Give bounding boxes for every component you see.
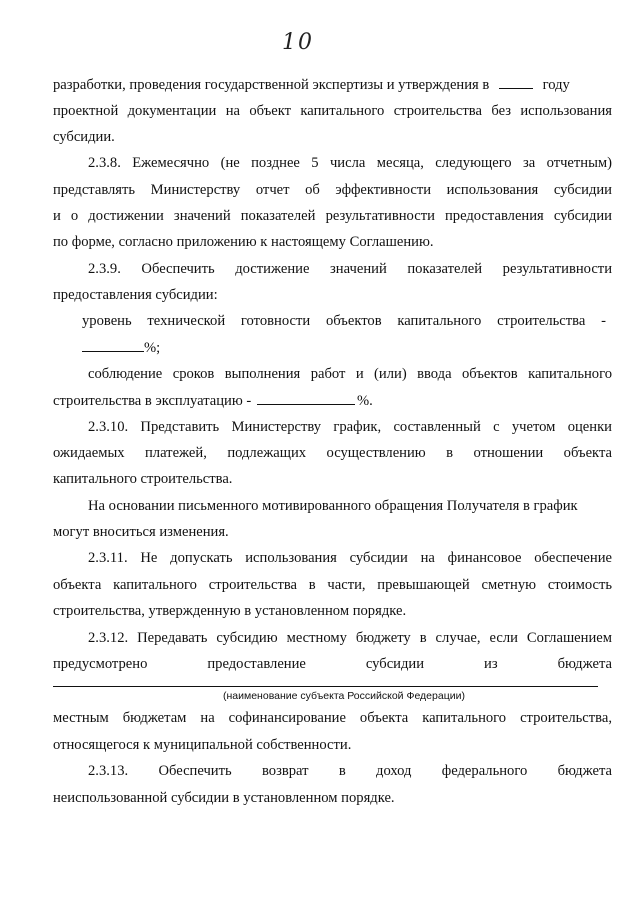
text-line: капитального строительства. — [53, 471, 233, 487]
text-line: неиспользованной субсидии в установленном порядке. — [53, 790, 395, 806]
text-line: 2.3.8. Ежемесячно (не позднее 5 числа месяца, следующего за отчетным) — [88, 155, 612, 171]
text-segment: строительства в эксплуатацию - — [53, 393, 252, 409]
text-line: предусмотрено предоставление субсидии из бюджета — [53, 656, 612, 672]
text-line: представлять Министерству отчет об эффективности использования субсидии — [53, 182, 612, 198]
text-line: 2.3.9. Обеспечить достижение значений показателей результативности — [88, 261, 612, 277]
text-line: уровень технической готовности объектов капитального строительства - — [82, 313, 606, 329]
text-line — [82, 339, 640, 357]
blank-field — [499, 76, 533, 89]
text-segment: году — [542, 77, 570, 93]
text-segment: %; — [144, 340, 161, 356]
field-caption: (наименование субъекта Российской Федерации) — [223, 690, 465, 702]
page-number: 10 — [282, 30, 314, 55]
text-line: объекта капитального строительства в части, превышающей сметную стоимость — [53, 577, 612, 593]
text-line: могут вноситься изменения. — [53, 524, 229, 540]
text-line: 2.3.13. Обеспечить возврат в доход федерального бюджета — [88, 763, 612, 779]
underline-rule — [53, 686, 598, 687]
text-line: относящегося к муниципальной собственности. — [53, 737, 352, 753]
text-segment: разработки, проведения государственной экспертизы и утверждения в — [53, 77, 490, 93]
blank-field — [257, 392, 355, 405]
text-line: субсидии. — [53, 129, 115, 145]
text-line: проектной документации на объект капитального строительства без использования — [53, 103, 612, 119]
text-line: 2.3.11. Не допускать использования субсидии на финансовое обеспечение — [88, 550, 612, 566]
text-line: предоставления субсидии: — [53, 287, 218, 303]
text-segment: %. — [356, 393, 373, 409]
text-line: 2.3.10. Представить Министерству график, составленный с учетом оценки — [88, 419, 612, 435]
text-line: соблюдение сроков выполнения работ и (или) ввода объектов капитального — [88, 366, 612, 382]
text-line: и о достижении значений показателей результативности предоставления субсидии — [53, 208, 612, 224]
text-line: по форме, согласно приложению к настоящему Соглашению. — [53, 234, 434, 250]
text-line — [53, 76, 612, 94]
text-line: местным бюджетам на софинансирование объекта капитального строительства, — [53, 710, 612, 726]
text-line: 2.3.12. Передавать субсидию местному бюджету в случае, если Соглашением — [88, 630, 612, 646]
text-line: строительства, утвержденную в установленном порядке. — [53, 603, 407, 619]
text-line: На основании письменного мотивированного обращения Получателя в график — [88, 498, 578, 514]
text-line — [53, 392, 612, 410]
text-line: ожидаемых платежей, подлежащих осуществлению в отношении объекта — [53, 445, 612, 461]
blank-field — [82, 339, 144, 352]
